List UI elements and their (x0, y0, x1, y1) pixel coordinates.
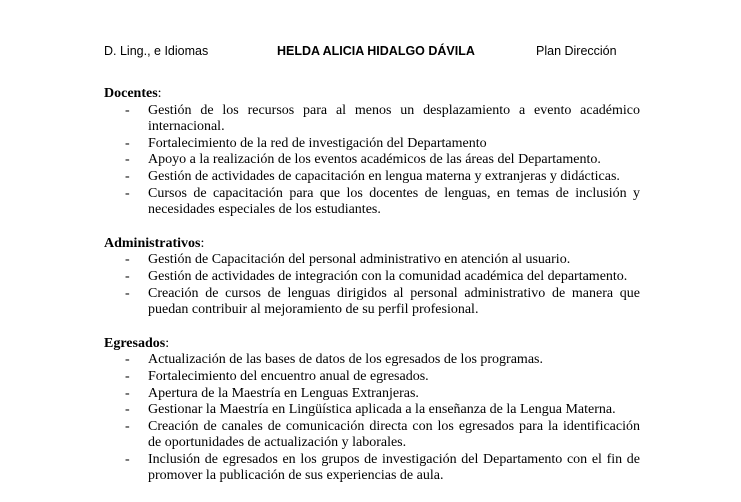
list-item: - Gestión de actividades de integración con la comunidad académica del departamento. (125, 268, 628, 284)
bullet-list (104, 352, 640, 485)
bullet-dash: - (125, 418, 130, 434)
section-heading: Administrativos: (104, 235, 205, 251)
section-heading: Docentes: (104, 86, 162, 101)
list-item: - Creación de cursos de lenguas dirigidos al personal administrativo de manera que puedan contribuir al mejoramiento de su perfil profesional. (125, 285, 640, 318)
section-administrativos (104, 236, 640, 319)
bullet-dash: - (125, 451, 130, 467)
bullet-dash: - (125, 385, 130, 401)
header-document-title: Plan Dirección (536, 44, 617, 58)
list-item: - Gestión de actividades de capacitación en lengua materna y extranjeras y didácticas. (125, 168, 620, 184)
list-item: - Gestión de los recursos para al menos un desplazamiento a evento académico internacional. (125, 102, 640, 135)
bullet-dash: - (125, 135, 130, 151)
header-department: D. Ling., e Idiomas (104, 44, 209, 58)
bullet-list (104, 103, 640, 219)
list-item: - Fortalecimiento del encuentro anual de egresados. (125, 368, 429, 384)
bullet-dash: - (125, 285, 130, 301)
bullet-dash: - (125, 402, 130, 418)
bullet-dash: - (125, 352, 130, 368)
section-docentes (104, 86, 640, 219)
list-item: - Apoyo a la realización de los eventos académicos de las áreas del Departamento. (125, 152, 601, 168)
list-item: - Creación de canales de comunicación directa con los egresados para la identificación de oportunidades de actualización y laborales. (125, 418, 640, 451)
section-egresados (104, 336, 640, 485)
header-author-name: HELDA ALICIA HIDALGO DÁVILA (277, 44, 475, 58)
bullet-dash: - (125, 368, 130, 384)
bullet-dash: - (125, 168, 130, 184)
bullet-dash: - (125, 152, 130, 168)
bullet-dash: - (125, 102, 130, 118)
list-item: - Apertura de la Maestría en Lenguas Extranjeras. (125, 385, 419, 401)
bullet-dash: - (125, 252, 130, 268)
page-header (0, 44, 741, 64)
bullet-dash: - (125, 185, 130, 201)
document-body (104, 86, 640, 502)
list-item: - Cursos de capacitación para que los docentes de lenguas, en temas de inclusión y necesidades especiales de los estudiantes. (125, 185, 640, 218)
list-item: - Fortalecimiento de la red de investigación del Departamento (125, 135, 487, 151)
bullet-list (104, 252, 640, 318)
bullet-dash: - (125, 268, 130, 284)
section-heading: Egresados: (104, 335, 170, 351)
list-item: - Inclusión de egresados en los grupos de investigación del Departamento con el fin de promover la publicación de sus experiencias de aula. (125, 451, 640, 484)
list-item: - Actualización de las bases de datos de los egresados de los programas. (125, 352, 543, 368)
list-item: - Gestión de Capacitación del personal administrativo en atención al usuario. (125, 252, 571, 268)
list-item: - Gestionar la Maestría en Lingüística aplicada a la enseñanza de la Lengua Materna. (125, 402, 616, 418)
